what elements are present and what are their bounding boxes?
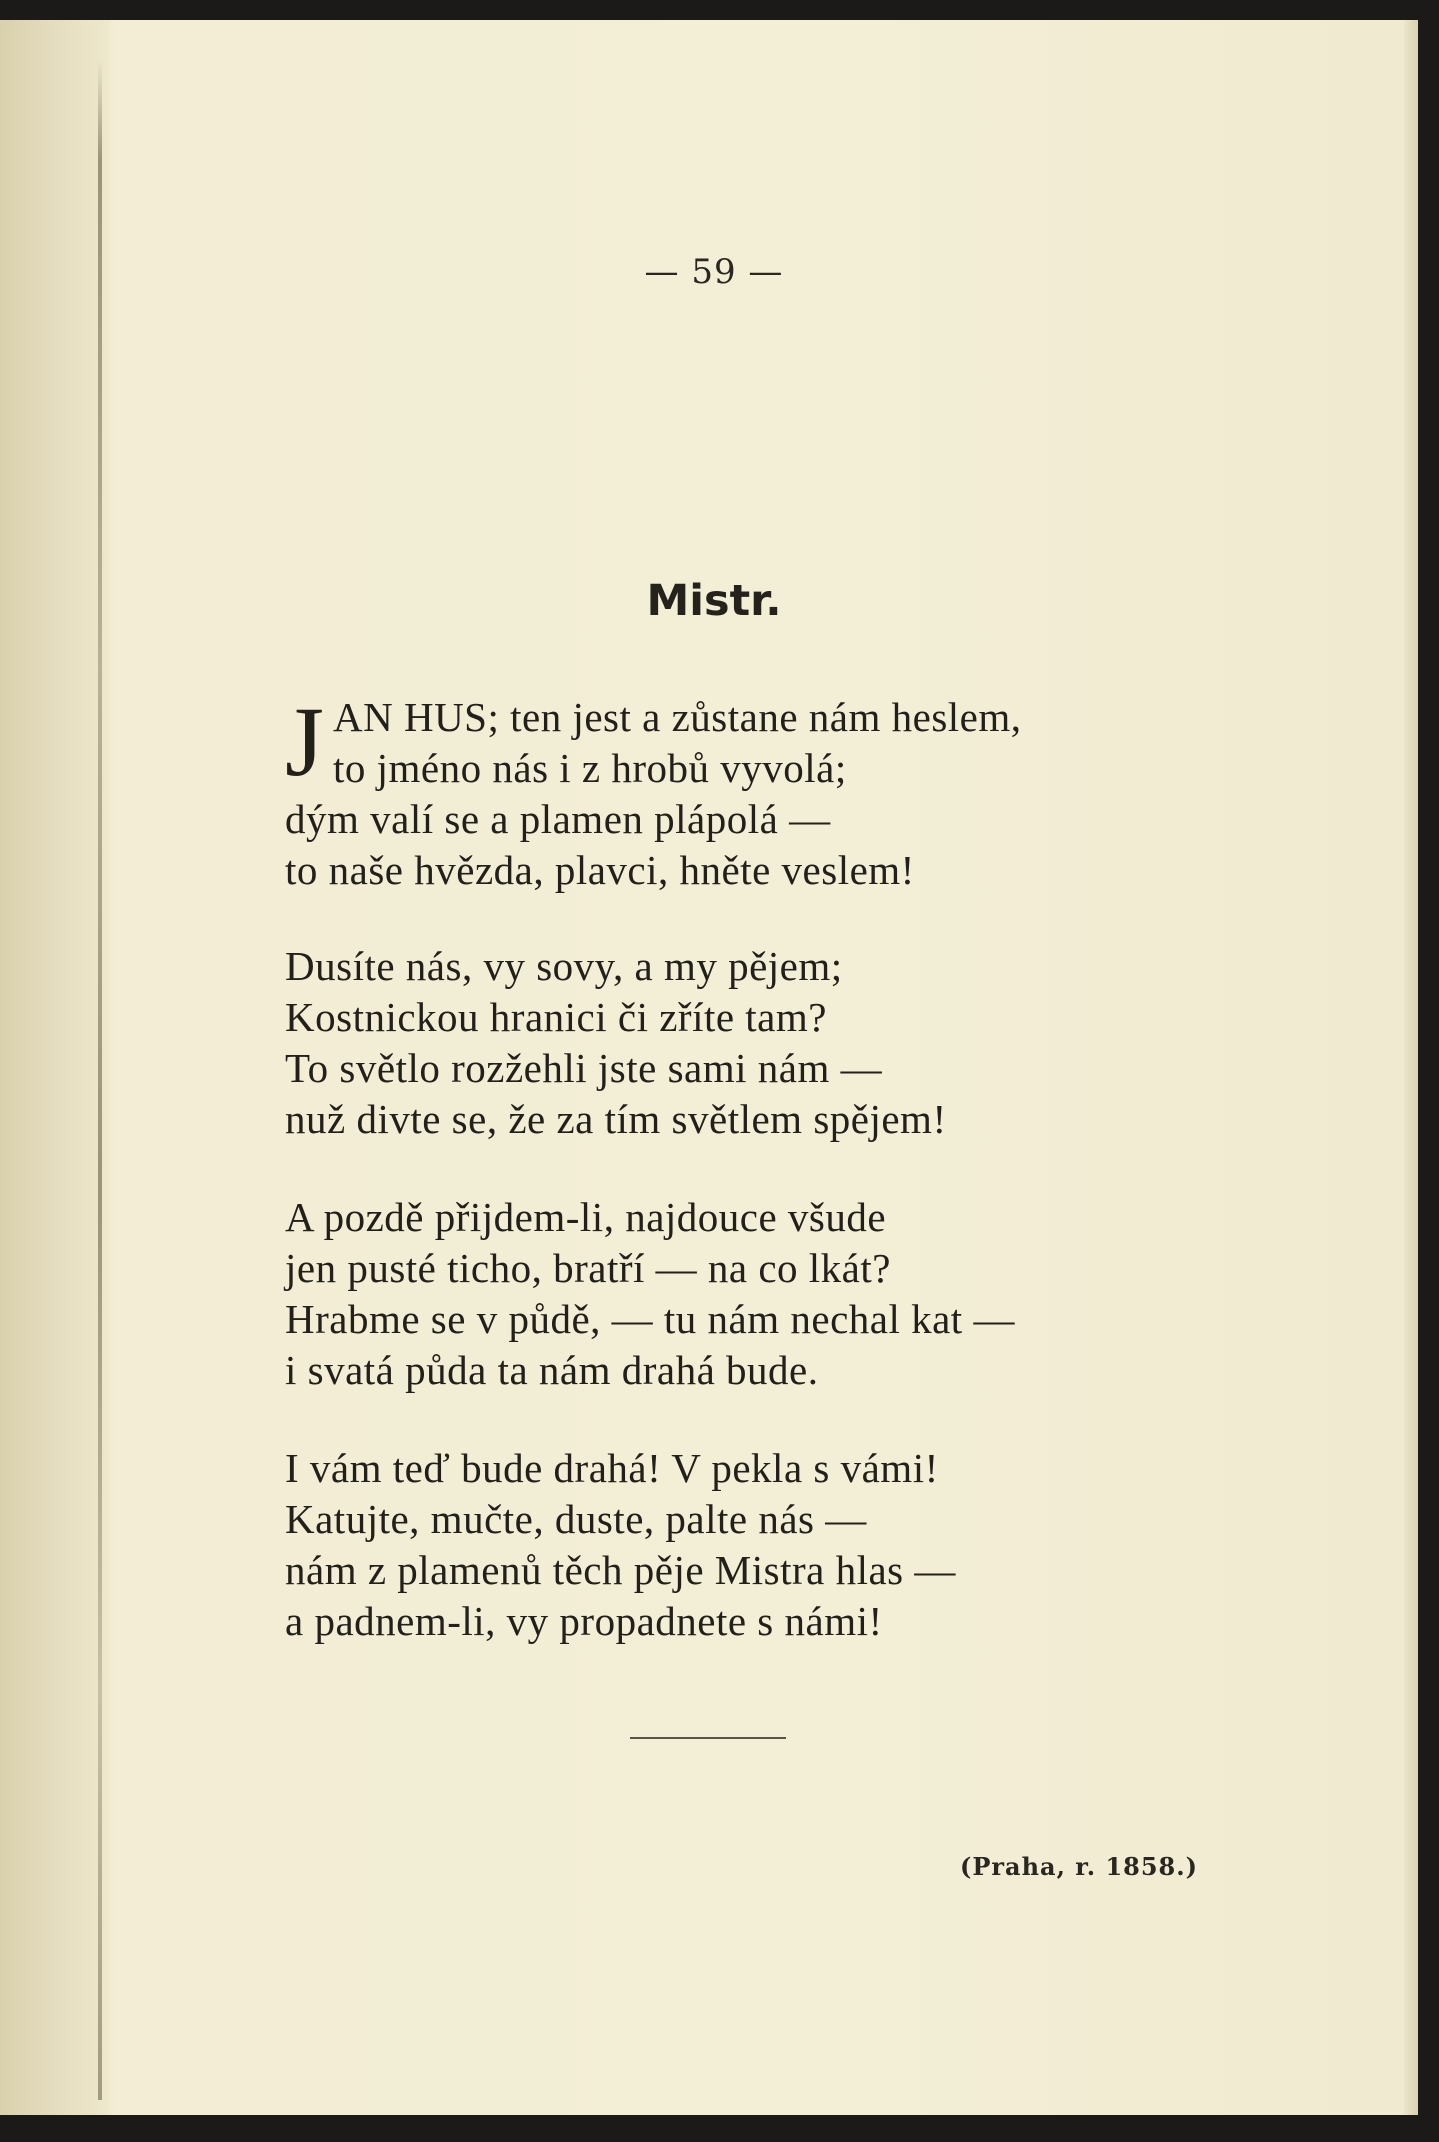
page-edge <box>1404 20 1418 2115</box>
poem-line: I vám teď bude drahá! V pekla s vámi! <box>285 1445 939 1491</box>
stanza-4 <box>285 1443 1285 1647</box>
poem-line: Hrabme se v půdě, — tu nám nechal kat — <box>285 1296 1015 1342</box>
poem-line: nám z plamenů těch pěje Mistra hlas — <box>285 1547 956 1593</box>
poem-line: i svatá půda ta nám drahá bude. <box>285 1347 819 1393</box>
poem-line: to jméno nás i z hrobů vyvolá; <box>333 745 847 791</box>
poem-line: A pozdě přijdem-li, najdouce všude <box>285 1194 887 1240</box>
stanza-3 <box>285 1192 1285 1396</box>
stanza-1 <box>285 686 1285 896</box>
dateline: (Praha, r. 1858.) <box>960 1852 1198 1881</box>
stanza-2 <box>285 941 1285 1145</box>
poem-line: jen pusté ticho, bratří — na co lkát? <box>285 1245 891 1291</box>
poem-line: To světlo rozžehli jste sami nám — <box>285 1045 883 1091</box>
poem-line: Katujte, mučte, duste, palte nás — <box>285 1496 867 1542</box>
page-gutter <box>0 20 110 2115</box>
poem-line: a padnem-li, vy propadnete s námi! <box>285 1598 883 1644</box>
drop-cap: J <box>285 686 324 797</box>
section-divider <box>630 1737 786 1739</box>
poem-line: to naše hvězda, plavci, hněte veslem! <box>285 847 915 893</box>
poem-line: nuž divte se, že za tím světlem spějem! <box>285 1096 947 1142</box>
book-page <box>0 20 1418 2115</box>
poem-line: dým valí se a plamen plápolá — <box>285 796 831 842</box>
page-number: — 59 — <box>644 252 784 292</box>
poem-line: Dusíte nás, vy sovy, a my pějem; <box>285 943 843 989</box>
binding-shadow <box>98 60 102 2100</box>
poem-line: AN HUS; ten jest a zůstane nám heslem, <box>333 694 1022 740</box>
poem-title: Mistr. <box>646 576 782 626</box>
poem-line: Kostnickou hranici či zříte tam? <box>285 994 827 1040</box>
